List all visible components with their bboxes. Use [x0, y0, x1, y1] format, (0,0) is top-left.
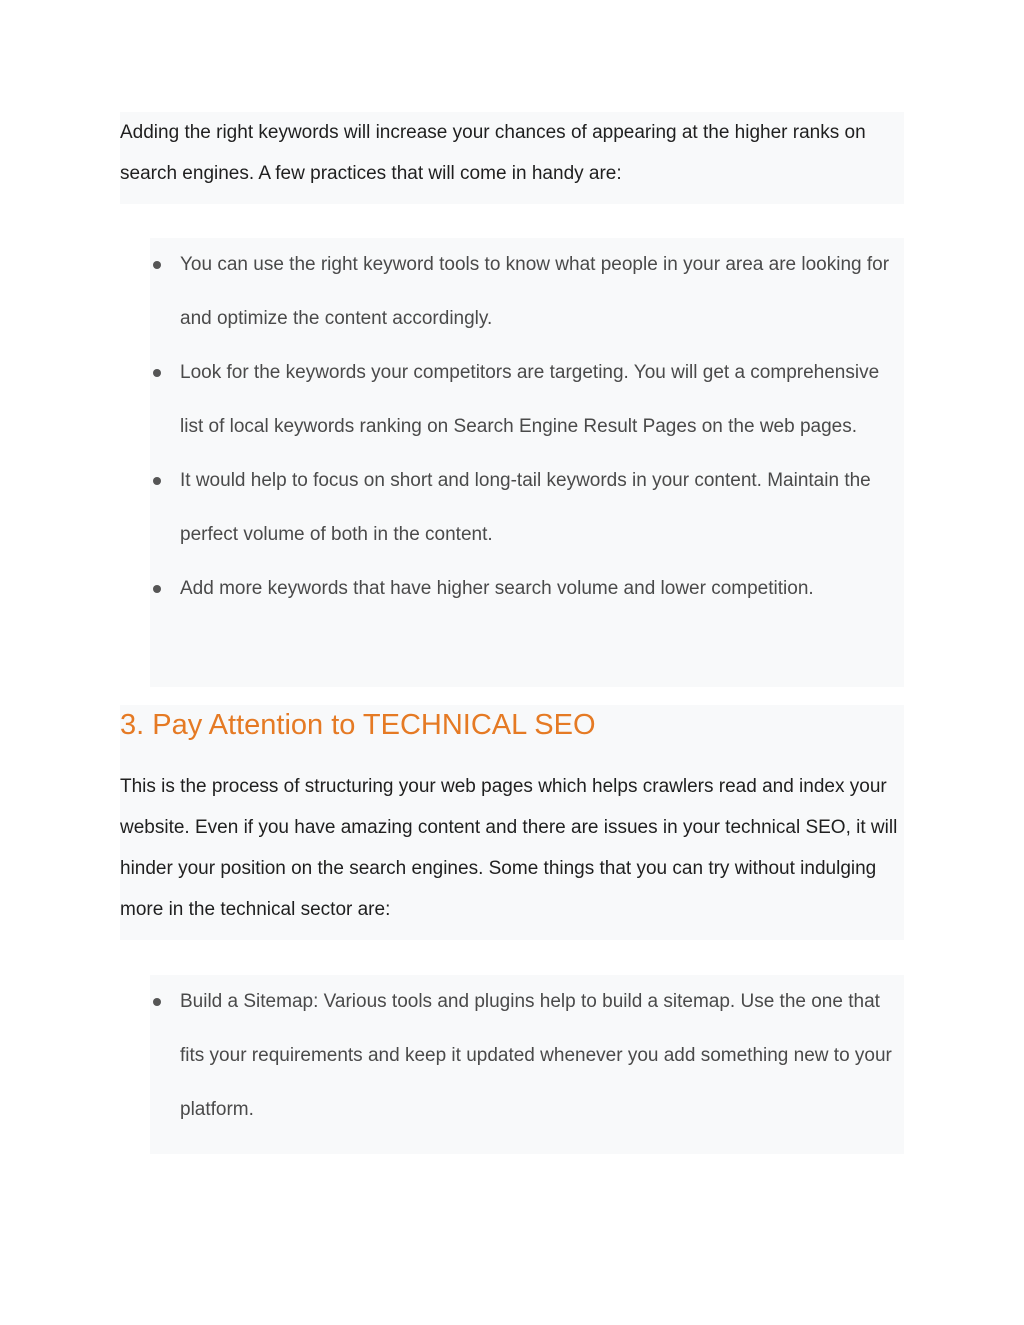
list-item-text: Build a Sitemap: Various tools and plugins help to build a sitemap. Use the one that fits your requirements and keep it updated whenever you add something new to your platform. [180, 991, 892, 1120]
list-item-text: Look for the keywords your competitors are targeting. You will get a comprehensive list of local keywords ranking on Search Engine Result Pages on the web pages. [180, 362, 880, 437]
bullet-icon [153, 369, 161, 377]
list-item [150, 975, 904, 1137]
section3-paragraph: This is the process of structuring your web pages which helps crawlers read and index your website. Even if you have amazing content and there are issues in your technical SEO, it will hinder your position on the search engines. Some things that you can try without indulging more in the technical sector are: [120, 776, 898, 920]
bullet-icon [153, 585, 161, 593]
list-item [150, 346, 904, 454]
list-item [150, 454, 904, 562]
section-heading: 3. Pay Attention to TECHNICAL SEO [120, 709, 596, 741]
technical-seo-list [150, 975, 904, 1154]
list-item [150, 238, 904, 346]
section3-paragraph-block [120, 766, 904, 930]
intro-paragraph: Adding the right keywords will increase your chances of appearing at the higher ranks on search engines. A few practices that will come in handy are: [120, 122, 866, 184]
bullet-icon [153, 477, 161, 485]
list-item-text: Add more keywords that have higher search volume and lower competition. [180, 578, 814, 599]
list-item-text: You can use the right keyword tools to know what people in your area are looking for and optimize the content accordingly. [180, 254, 890, 329]
bullet-icon [153, 998, 161, 1006]
list-item-text: It would help to focus on short and long-tail keywords in your content. Maintain the perfect volume of both in the content. [180, 470, 871, 545]
intro-paragraph-block [120, 112, 904, 204]
bullet-icon [153, 261, 161, 269]
list-item [150, 562, 904, 616]
keyword-practices-list [150, 238, 904, 687]
